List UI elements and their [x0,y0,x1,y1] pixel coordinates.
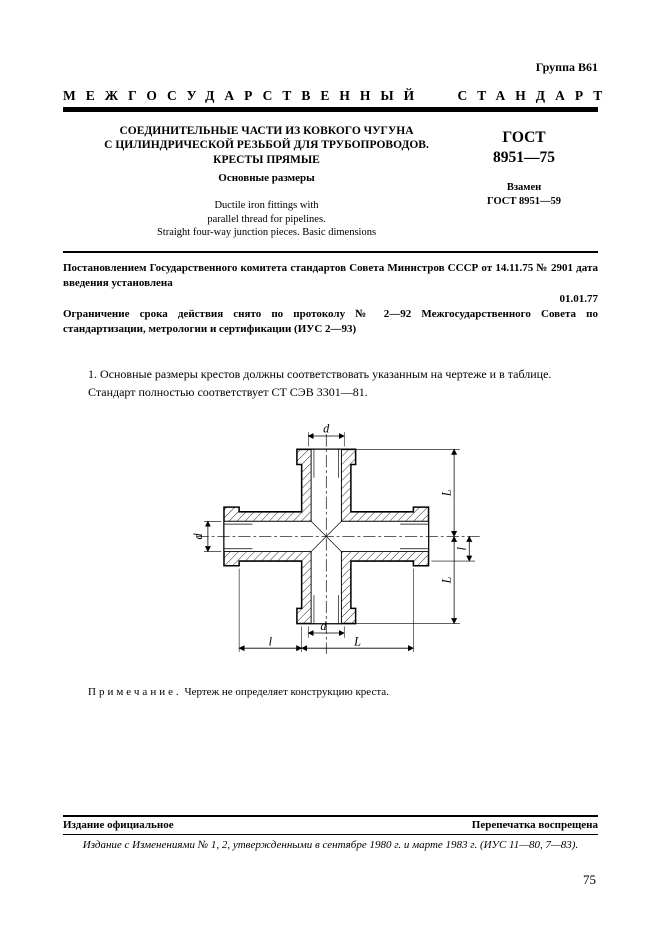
note-paragraph [63,686,598,698]
group-label: Группа В61 [535,60,598,74]
note-label: Примечание. [88,686,182,699]
standard-header: МЕЖГОСУДАРСТВЕННЫЙ СТАНДАРТ [63,88,613,103]
footer-rule-bottom [63,834,598,835]
gost-code-number: 8951—75 [493,149,555,167]
cross-fitting-drawing [170,419,492,658]
title-line-3: КРЕСТЫ ПРЯМЫЕ [213,153,320,166]
title-right-column [450,124,598,240]
page-content [63,0,613,709]
limitation-paragraph: Ограничение срока действия снято по протоколу № 2—92 Межгосударственного Совета по стандартизации, метрологии и сертификации (ИУС 2—93) [63,307,598,336]
header-rule [63,107,598,112]
dim-label-L-upper: L [438,489,453,496]
title-block [63,124,598,240]
title-line-1: СОЕДИНИТЕЛЬНЫЕ ЧАСТИ ИЗ КОВКОГО ЧУГУНА [119,125,414,137]
en-title-line-1: Ductile iron fittings with [214,200,319,212]
decree-paragraph: Постановлением Государственного комитета стандартов Совета Министров СССР от 14.11.75 № 2901 дата введения установлена [63,262,598,290]
dim-label-d-top: d [322,420,329,435]
dim-label-L-lower: L [438,576,453,584]
gost-code-label: ГОСТ [502,129,546,146]
footer-row [63,817,598,834]
title-line-2: С ЦИЛИНДРИЧЕСКОЙ РЕЗЬБОЙ ДЛЯ ТРУБОПРОВОДОВ. [104,139,429,152]
dim-label-d-bottom: d [319,618,327,633]
effective-date: 01.01.77 [559,292,598,305]
body-paragraph-1: 1. Основные размеры крестов должны соответствовать указанным на чертеже и в таблице. [88,366,552,381]
edition-note: Издание с Изменениями № 1, 2, утвержденными в сентябре 1980 г. и марте 1983 г. (ИУС 11—80, 7—83). [82,839,579,851]
en-title-line-2: parallel thread for pipelines. [207,213,326,225]
footer [63,815,598,851]
page-number: 75 [583,872,596,887]
note-text: Чертеж не определяет конструкцию креста. [184,686,389,699]
dim-label-L-bottom: L [353,633,361,648]
decree-section [63,251,598,338]
title-english [89,199,444,240]
en-title-line-3: Straight four-way junction pieces. Basic dimensions [156,227,377,239]
dim-label-d-left: d [190,532,205,540]
title-subtitle: Основные размеры [218,172,315,185]
replaces-block [450,181,598,209]
gost-code [450,128,598,168]
title-left-column [63,124,450,240]
dim-label-l-bottom: l [268,633,272,648]
body-section [63,365,598,401]
official-edition-label: Издание официальное [63,819,174,831]
dim-label-l-right: l [453,546,468,551]
technical-drawing [63,419,598,663]
body-paragraph-2: Стандарт полностью соответствует СТ СЭВ 3301—81. [88,384,368,399]
replaces-number: ГОСТ 8951—59 [487,196,561,208]
replaces-label: Взамен [506,182,542,194]
reprint-prohibited-label: Перепечатка воспрещена [471,819,598,831]
